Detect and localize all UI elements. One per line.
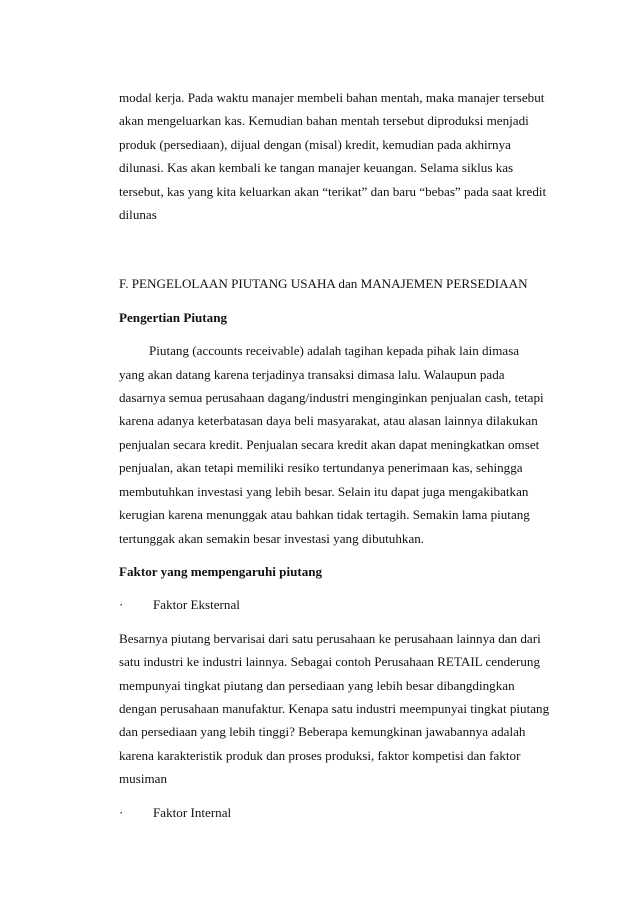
text-line: Piutang (accounts receivable) adalah tagihan kepada pihak lain dimasa bbox=[149, 343, 520, 359]
bullet-label: Faktor Internal bbox=[153, 804, 232, 820]
section-heading: F. PENGELOLAAN PIUTANG USAHA dan MANAJEMEN PERSEDIAAN bbox=[119, 276, 528, 292]
eksternal-paragraph bbox=[119, 627, 549, 791]
text-line: satu industri ke industri lainnya. Sebagai contoh Perusahaan RETAIL cenderung bbox=[119, 654, 540, 670]
text-line: kerugian karena menunggak atau bahkan tidak tertagih. Semakin lama piutang bbox=[119, 507, 530, 523]
subheading-pengertian-piutang: Pengertian Piutang bbox=[119, 309, 228, 325]
text-line: tersebut, kas yang kita keluarkan akan “terikat” dan baru “bebas” pada saat kredit bbox=[119, 183, 547, 199]
text-line: dasarnya semua perusahaan dagang/industri menginginkan penjualan cash, tetapi bbox=[119, 390, 544, 406]
text-line: dengan perusahaan manufaktur. Kenapa satu industri meempunyai tingkat piutang bbox=[119, 700, 550, 716]
text-line: dilunasi. Kas akan kembali ke tangan manajer keuangan. Selama siklus kas bbox=[119, 160, 514, 176]
intro-paragraph bbox=[119, 86, 549, 226]
bullet-faktor-eksternal bbox=[119, 593, 549, 616]
text-line: membutuhkan investasi yang lebih besar. Selain itu dapat juga mengakibatkan bbox=[119, 483, 529, 499]
text-line: dan persediaan yang lebih tinggi? Beberapa kemungkinan jawabannya adalah bbox=[119, 724, 526, 740]
text-line: tertunggak akan semakin besar investasi yang dibutuhkan. bbox=[119, 530, 425, 546]
subheading-faktor-piutang: Faktor yang mempengaruhi piutang bbox=[119, 563, 323, 579]
bullet-label: Faktor Eksternal bbox=[153, 597, 240, 613]
piutang-paragraph bbox=[119, 339, 549, 550]
bullet-dot-icon: · bbox=[119, 597, 124, 613]
text-line: produk (persediaan), dijual dengan (misal) kredit, kemudian pada akhirnya bbox=[119, 136, 511, 152]
text-line: musiman bbox=[119, 771, 168, 787]
text-line: modal kerja. Pada waktu manajer membeli bahan mentah, maka manajer tersebut bbox=[119, 90, 545, 105]
text-line: penjualan, akan tetapi memiliki resiko tertundanya penerimaan kas, sehingga bbox=[119, 460, 523, 476]
text-line: dilunas bbox=[119, 207, 157, 223]
text-line: akan mengeluarkan kas. Kemudian bahan mentah tersebut diproduksi menjadi bbox=[119, 113, 529, 129]
bullet-faktor-internal bbox=[119, 801, 549, 824]
bullet-dot-icon: · bbox=[119, 804, 124, 820]
text-line: karena adanya keterbatasan daya beli masyarakat, atau alasan lainnya dilakukan bbox=[119, 413, 538, 429]
text-line: mempunyai tingkat piutang dan persediaan yang lebih besar dibangdingkan bbox=[119, 677, 515, 693]
text-line: yang akan datang karena terjadinya transaksi dimasa lalu. Walaupun pada bbox=[119, 366, 505, 382]
text-line: karena karakteristik produk dan proses produksi, faktor kompetisi dan faktor bbox=[119, 747, 521, 763]
document-body bbox=[119, 86, 549, 824]
text-line: penjualan secara kredit. Penjualan secara kredit akan dapat meningkatkan omset bbox=[119, 436, 540, 452]
text-line: Besarnya piutang bervarisai dari satu perusahaan ke perusahaan lainnya dan dari bbox=[119, 630, 541, 646]
